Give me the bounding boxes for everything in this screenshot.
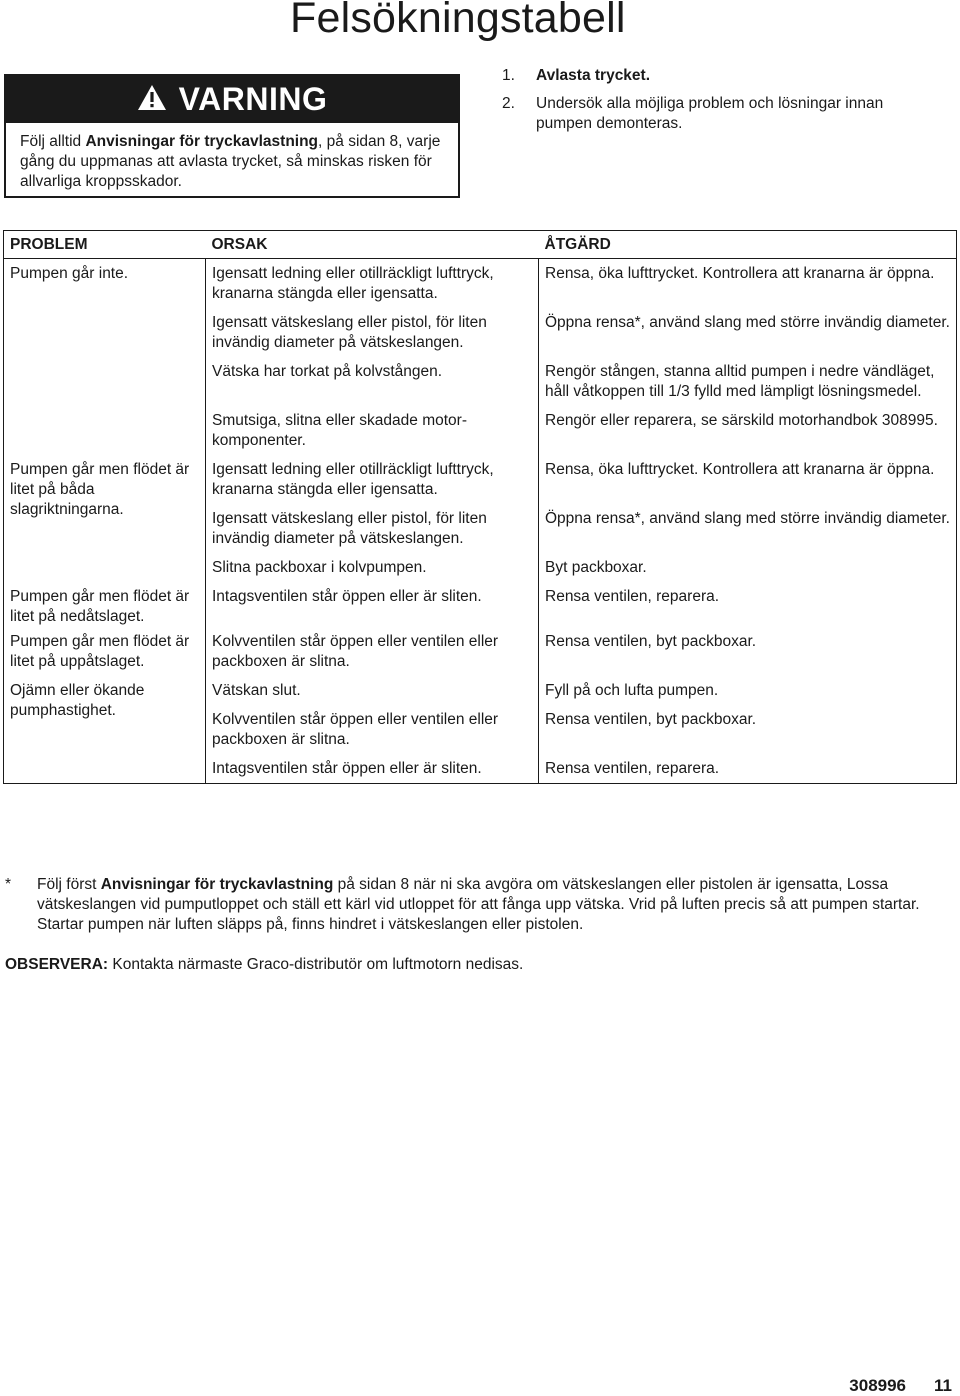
header-orsak: ORSAK [206,231,539,259]
atgard-cell: Öppna rensa*, använd slang med större invändig diameter. [545,510,950,527]
problem-cell: Ojämn eller ökande pumphastighet. [4,676,206,784]
orsak-cell: Igensatt vätskeslang eller pistol, för liten invändig diameter på vätskeslangen. [206,504,539,553]
atgard-cell: Rensa ventilen, reparera. [545,760,720,777]
step-item: 2. Undersök alla möjliga problem och lösningar innan pumpen demonteras. [502,95,884,132]
atgard-cell: Rensa ventilen, reparera. [545,588,720,605]
header-atgard: ÅTGÄRD [539,231,957,259]
atgard-cell: Rensa, öka lufttrycket. Kontrollera att kranarna är öppna. [545,461,935,478]
warning-text: Följ alltid Anvisningar för tryckavlastning, på sidan 8, varje gång du uppmanas att avlasta trycket, så minskas risken för allvarliga kroppsskador. [20,133,441,190]
header-problem: PROBLEM [4,231,206,259]
note-label: OBSERVERA: [5,956,109,973]
atgard-cell: Rengör eller reparera, se särskild motorhandbok 308995. [545,412,938,429]
atgard-cell: Fyll på och lufta pumpen. [545,682,719,699]
troubleshooting-table [3,230,957,784]
orsak-cell: Slitna packboxar i kolvpumpen. [206,553,539,582]
warning-header [6,76,458,123]
page-number: 11 [934,1376,952,1395]
page-title: Felsökningstabell [290,0,626,42]
table-row [4,627,957,676]
table-header-row [4,231,957,259]
footnote [5,875,935,935]
orsak-cell: Kolvventilen står öppen eller ventilen eller packboxen är slitna. [206,627,539,676]
note [5,955,523,975]
warning-triangle-icon [137,84,167,116]
table-row [4,676,957,705]
problem-cell: Pumpen går men flödet är litet på nedåtslaget. [4,582,206,627]
problem-cell: Pumpen går inte. [4,259,206,456]
orsak-cell: Vätskan slut. [206,676,539,705]
warning-box [4,74,460,198]
orsak-cell: Intagsventilen står öppen eller är sliten. [206,754,539,784]
table-row [4,582,957,627]
table-row [4,455,957,504]
page-footer [849,1376,952,1396]
atgard-cell: Rensa ventilen, byt packboxar. [545,633,757,650]
problem-cell: Pumpen går men flödet är litet på uppåtslaget. [4,627,206,676]
orsak-cell: Kolvventilen står öppen eller ventilen eller packboxen är slitna. [206,705,539,754]
footnote-text: Följ först Anvisningar för tryckavlastning på sidan 8 när ni ska avgöra om vätskeslangen eller pistolen är igensatta, Lossa vätskeslangen vid pumputloppet och ställ ett kärl vid utloppet för att fånga upp vätska. Vrid på luften precis så att pumpen startar. Startar pumpen när luften släpps på, finns hindret i vätskeslangen eller pistolen. [37,876,920,933]
atgard-cell: Rensa ventilen, byt packboxar. [545,711,757,728]
atgard-cell: Rengör stången, stanna alltid pumpen i nedre vändläget, håll våtkoppen till 1/3 fylld med lämpligt lösningsmedel. [545,363,935,400]
orsak-cell: Igensatt vätskeslang eller pistol, för liten invändig diameter på vätskeslangen. [206,308,539,357]
warning-link-text: Anvisningar för tryckavlastning [85,133,319,150]
orsak-cell: Intagsventilen står öppen eller är sliten. [206,582,539,627]
atgard-cell: Byt packboxar. [545,559,647,576]
atgard-cell: Öppna rensa*, använd slang med större invändig diameter. [545,314,950,331]
step-item: 1. Avlasta trycket. [502,67,651,84]
orsak-cell: Smutsiga, slitna eller skadade motor-komponenter. [206,406,539,455]
table-row [4,259,957,309]
warning-title: VARNING [178,81,328,117]
steps-list [502,66,942,142]
doc-number: 308996 [849,1376,907,1395]
problem-cell: Pumpen går men flödet är litet på båda slagriktningarna. [4,455,206,582]
orsak-cell: Igensatt ledning eller otillräckligt lufttryck, kranarna stängda eller igensatta. [206,259,539,309]
atgard-cell: Rensa, öka lufttrycket. Kontrollera att kranarna är öppna. [545,265,935,282]
note-text: Kontakta närmaste Graco-distributör om luftmotorn nedisas. [108,956,524,973]
orsak-cell: Vätska har torkat på kolvstången. [206,357,539,406]
orsak-cell: Igensatt ledning eller otillräckligt lufttryck, kranarna stängda eller igensatta. [206,455,539,504]
footnote-marker: * [5,876,12,893]
